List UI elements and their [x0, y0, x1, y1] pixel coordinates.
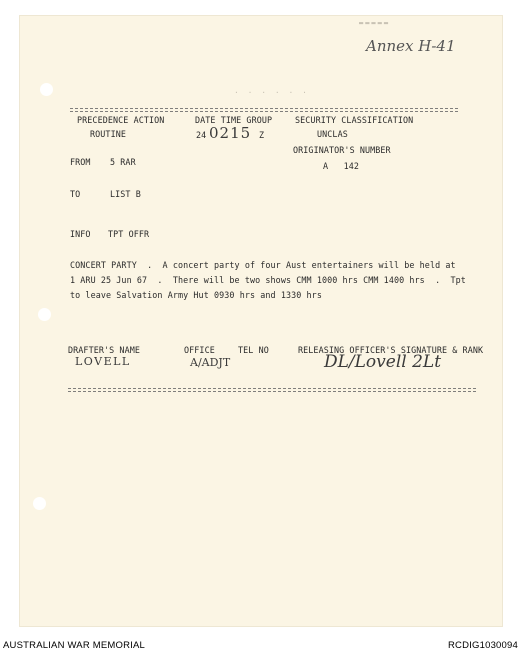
- tel-label: TEL NO: [238, 345, 269, 355]
- officer-signature: DL/Lovell 2Lt: [324, 352, 442, 372]
- from-value: 5 RAR: [110, 157, 136, 167]
- bottom-rule: [68, 388, 476, 392]
- security-value: UNCLAS: [317, 129, 348, 139]
- info-value: TPT OFFR: [108, 229, 150, 239]
- punch-hole: [33, 497, 46, 510]
- drafter-value: LOVELL: [75, 355, 131, 368]
- originator-label: ORIGINATOR'S NUMBER: [293, 145, 391, 155]
- archive-id: RCDIG1030094: [448, 640, 518, 651]
- annex-annotation: Annex H-41: [366, 37, 456, 55]
- precedence-label: PRECEDENCE ACTION: [77, 115, 165, 125]
- punch-hole: [40, 83, 53, 96]
- top-smudge: ▬▬▬▬▬: [359, 19, 391, 27]
- originator-value: A 142: [323, 161, 359, 171]
- dtg-day: 24: [196, 130, 207, 140]
- dtg-label: DATE TIME GROUP: [195, 115, 273, 125]
- message-line-2: 1 ARU 25 Jun 67 . There will be two shows CMM 1000 hrs CMM 1400 hrs . Tpt: [70, 275, 466, 285]
- to-value: LIST B: [110, 189, 141, 199]
- office-value: A/ADJT: [190, 356, 231, 369]
- office-label: OFFICE: [184, 345, 215, 355]
- releasing-label: RELEASING OFFICER'S SIGNATURE & RANK: [298, 345, 484, 355]
- document-page: [19, 15, 503, 627]
- punch-hole: [38, 308, 51, 321]
- header-stamp: · · · · · ·: [234, 88, 309, 97]
- top-rule: [70, 108, 458, 112]
- archive-source: AUSTRALIAN WAR MEMORIAL: [3, 640, 146, 651]
- precedence-value: ROUTINE: [90, 129, 126, 139]
- message-line-3: to leave Salvation Army Hut 0930 hrs and 1330 hrs: [70, 290, 322, 300]
- security-label: SECURITY CLASSIFICATION: [295, 115, 414, 125]
- message-line-1: CONCERT PARTY . A concert party of four Aust entertainers will be held at: [70, 260, 456, 270]
- info-label: INFO: [70, 229, 91, 239]
- drafter-label: DRAFTER'S NAME: [68, 345, 140, 355]
- from-label: FROM: [70, 157, 91, 167]
- to-label: TO: [70, 189, 81, 199]
- dtg-zone: Z: [259, 130, 265, 140]
- dtg-time: 0215: [209, 124, 252, 142]
